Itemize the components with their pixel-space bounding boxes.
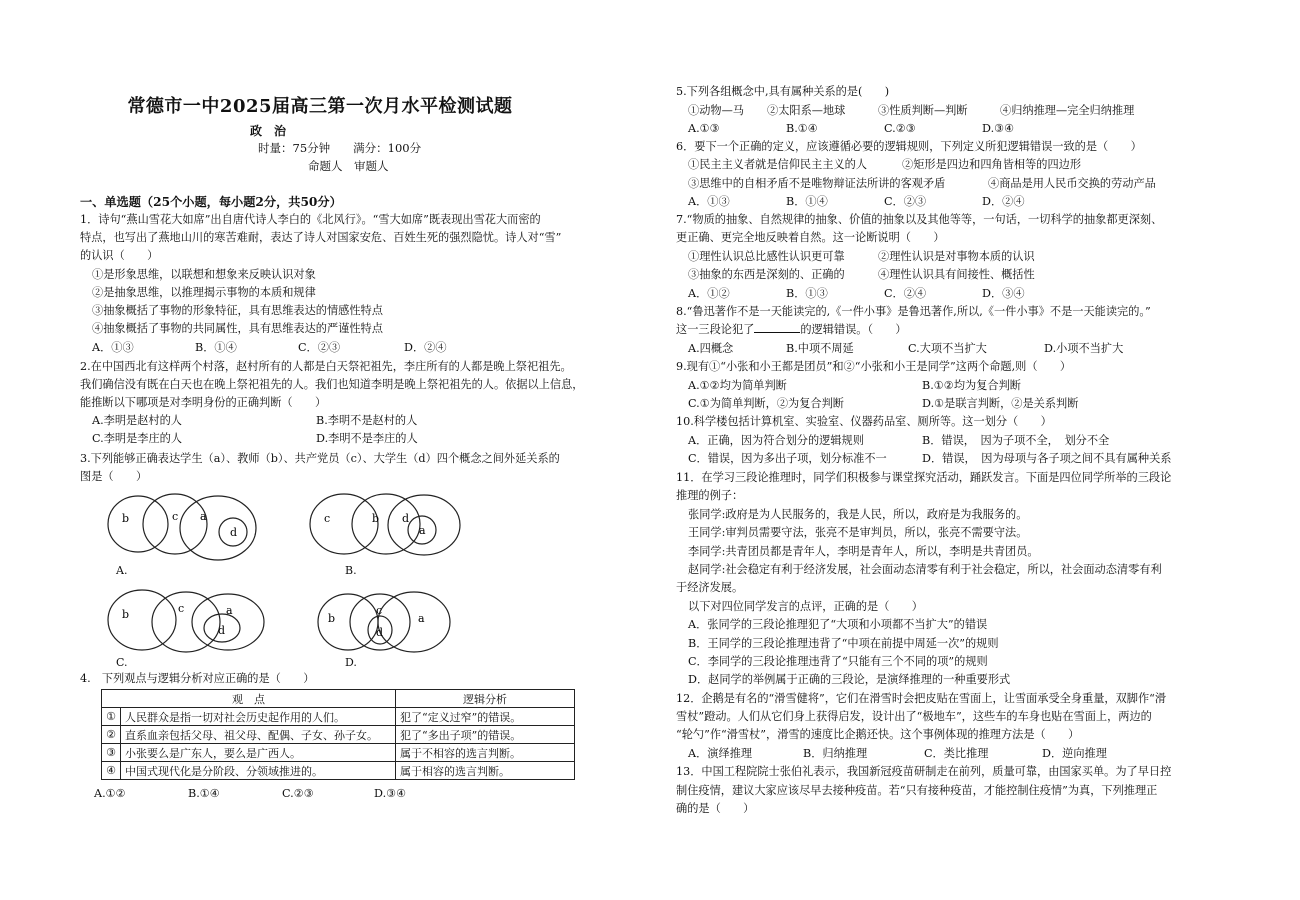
q11-stem-line: 以下对四位同学发言的点评，正确的是（ ） — [688, 600, 923, 613]
q8-stem-text: 这一三段论犯了 — [676, 323, 755, 336]
q7-option-c: C．②④ — [884, 287, 927, 300]
table-cell-analysis: 属于不相容的选言判断。 — [396, 744, 575, 762]
q6-stem-line: 6．要下一个正确的定义，应该遵循必要的逻辑规则，下列定义所犯逻辑错误一致的是（ ） — [676, 140, 1142, 153]
venn-b-letter-c: c — [324, 512, 331, 525]
q8-stem-text: 的逻辑错误。（ ） — [800, 323, 907, 336]
table-cell-num: ④ — [102, 762, 121, 780]
q1-item: ③抽象概括了事物的形象特征，具有思维表达的情感性特点 — [92, 304, 383, 317]
q8-option-a: A.四概念 — [688, 342, 734, 355]
q3-option-c-label: C. — [116, 656, 128, 669]
q1-item: ①是形象思维，以联想和想象来反映认识对象 — [92, 268, 316, 281]
q11-example: 王同学:审判员需要守法，张亮不是审判员，所以，张亮不需要守法。 — [688, 526, 1028, 539]
q3-stem-line: 3.下列能够正确表达学生（a）、教师（b）、共产党员（c）、大学生（d）四个概念之间外延关系的 — [80, 452, 560, 465]
q3-option-a-label: A. — [116, 564, 128, 577]
q11-example: 张同学:政府是为人民服务的，我是人民，所以，政府是为我服务的。 — [688, 508, 1028, 521]
q7-option-d: D．③④ — [982, 287, 1025, 300]
q8-option-c: C.大项不当扩大 — [908, 342, 987, 355]
q5-item: ④归纳推理—完全归纳推理 — [1000, 104, 1135, 117]
table-cell-view: 直系血亲包括父母、祖父母、配偶、子女、孙子女。 — [121, 726, 396, 744]
q5-item: ①动物—马 — [688, 104, 744, 117]
q4-option-d: D.③④ — [374, 787, 407, 800]
q6-option-b: B．①④ — [786, 195, 828, 208]
q7-item: ④理性认识具有间接性、概括性 — [878, 268, 1035, 281]
exam-time-info: 时量：75分钟 满分：100分 — [258, 141, 422, 155]
table-cell-analysis: 犯了“定义过窄”的错误。 — [396, 708, 575, 726]
q7-option-b: B．①③ — [786, 287, 828, 300]
q11-option-c: C．李同学的三段论推理违背了“只能有三个不同的项”的规则 — [688, 655, 988, 668]
table-cell-num: ③ — [102, 744, 121, 762]
q1-item: ④抽象概括了事物的共同属性，具有思维表达的严谨性特点 — [92, 322, 383, 335]
q12-option-d: D．逆向推理 — [1042, 747, 1107, 760]
q11-option-d: D．赵同学的举例属于正确的三段论，是演绎推理的一种重要形式 — [688, 673, 1011, 686]
q10-stem-line: 10.科学楼包括计算机室、实验室、仪器药品室、厕所等。这一划分（ ） — [676, 415, 1052, 428]
q2-stem-line: 能推断以下哪项是对李明身份的正确判断（ ） — [80, 396, 327, 409]
q13-stem-line: 确的是（ ） — [676, 802, 755, 815]
q9-option-d: D.①是联言判断，②是关系判断 — [922, 397, 1079, 410]
q3-option-b-label: B. — [345, 564, 357, 577]
venn-c-letter-a: a — [226, 604, 233, 617]
q12-option-c: C．类比推理 — [924, 747, 989, 760]
venn-d-letter-d: d — [376, 626, 384, 639]
table-cell-analysis: 属于相容的选言判断。 — [396, 762, 575, 780]
venn-d-letter-c: c — [376, 604, 383, 617]
q7-stem-line: 更正确、更完全地反映着自然。这一论断说明（ ） — [676, 231, 945, 244]
table-cell-view: 中国式现代化是分阶段、分领域推进的。 — [121, 762, 396, 780]
q11-example: 于经济发展。 — [676, 581, 744, 594]
q9-option-a: A.①②均为简单判断 — [688, 379, 787, 392]
table-row — [102, 744, 575, 762]
q11-stem-line: 推理的例子： — [676, 489, 744, 502]
q2-option-b: B.李明不是赵村的人 — [316, 414, 418, 427]
venn-diagram-b — [304, 492, 474, 564]
q2-option-a: A.李明是赵村的人 — [92, 414, 182, 427]
q11-example: 李同学:共青团员都是青年人，李明是青年人，所以，李明是共青团员。 — [688, 545, 1039, 558]
q8-option-d: D.小项不当扩大 — [1044, 342, 1124, 355]
venn-diagram-d — [310, 588, 480, 658]
q8-option-b: B.中项不周延 — [786, 342, 854, 355]
table-row — [102, 762, 575, 780]
q1-stem-line: 1．诗句“燕山雪花大如席”出自唐代诗人李白的《北风行》。“雪大如席”既表现出雪花大而密的 — [80, 213, 541, 226]
q4-option-b: B.①④ — [188, 787, 220, 800]
q5-option-a: A.①③ — [688, 122, 720, 135]
venn-a-letter-a: a — [200, 510, 207, 523]
venn-a-letter-d: d — [230, 526, 238, 539]
q12-option-b: B．归纳推理 — [803, 747, 868, 760]
q2-option-d: D.李明不是李庄的人 — [316, 432, 418, 445]
q1-option-a: A．①③ — [92, 341, 134, 354]
venn-diagram-a — [100, 492, 270, 564]
q9-option-b: B.①②均为复合判断 — [922, 379, 1021, 392]
q13-stem-line: 制住疫情，建议大家应该尽早去接种疫苗。若“只有接种疫苗，才能控制住疫情”为真，下列推理正 — [676, 784, 1158, 797]
q5-option-d: D.③④ — [982, 122, 1015, 135]
q9-option-c: C.①为简单判断，②为复合判断 — [688, 397, 844, 410]
q7-item: ②理性认识是对事物本质的认识 — [878, 250, 1035, 263]
q4-option-a: A.①② — [94, 787, 126, 800]
table-row — [102, 726, 575, 744]
table-cell-view: 小张要么是广东人，要么是广西人。 — [121, 744, 396, 762]
table-header-view: 观 点 — [102, 690, 396, 708]
table-cell-analysis: 犯了“多出子项”的错误。 — [396, 726, 575, 744]
table-header-row — [102, 690, 575, 708]
q4-stem-line: 4. 下列观点与逻辑分析对应正确的是（ ） — [80, 672, 315, 685]
q7-item: ③抽象的东西是深刻的、正确的 — [688, 268, 845, 281]
q8-stem-line-2 — [676, 322, 907, 338]
q2-option-c: C.李明是李庄的人 — [92, 432, 183, 445]
q1-option-d: D．②④ — [404, 341, 447, 354]
q10-option-c: C．错误，因为多出子项，划分标准不一 — [688, 452, 887, 465]
q2-stem-line: 2.在中国西北有这样两个村落，赵村所有的人都是白天祭祀祖先，李庄所有的人都是晚上祭祀祖先。 — [80, 360, 572, 373]
q9-stem-line: 9.现有①“小张和小王都是团员”和②“小张和小王是同学”这两个命题,则（ ） — [676, 360, 1072, 373]
q5-stem-line: 5.下列各组概念中,具有属种关系的是( ) — [676, 85, 890, 98]
q5-item: ③性质判断—判断 — [878, 104, 968, 117]
venn-b-letter-d: d — [402, 512, 410, 525]
q6-option-d: D．②④ — [982, 195, 1025, 208]
q1-stem-line: 特点，也写出了燕地山川的寒苦难耐，表达了诗人对国家安危、百姓生死的强烈隐忧。诗人对“雪” — [80, 231, 562, 244]
venn-diagram-c — [100, 588, 270, 658]
q2-stem-line: 我们确信没有既在白天也在晚上祭祀祖先的人。我们也知道李明是晚上祭祀祖先的人。依据以上信息， — [80, 378, 584, 391]
q11-example: 赵同学:社会稳定有利于经济发展，社会面动态清零有利于社会稳定，所以，社会面动态清零有利 — [688, 563, 1162, 576]
q3-option-d-label: D. — [345, 656, 357, 669]
q11-stem-line: 11．在学习三段论推理时，同学们积极参与课堂探究活动，踊跃发言。下面是四位同学所举的三段论 — [676, 471, 1172, 484]
exam-title: 常德市一中2025届高三第一次月水平检测试题 — [127, 96, 513, 117]
venn-d-letter-a: a — [418, 612, 425, 625]
q4-logic-table — [101, 689, 575, 780]
q11-option-a: A．张同学的三段论推理犯了“大项和小项都不当扩大”的错误 — [688, 618, 988, 631]
q5-item: ②太阳系—地球 — [767, 104, 846, 117]
q6-option-c: C．②③ — [884, 195, 927, 208]
q1-stem-line: 的认识（ ） — [80, 249, 159, 262]
q12-stem-line: 12．企鹅是有名的“滑雪健将”，它们在滑雪时会把皮贴在雪面上，让雪面承受全身重量，双脚作“滑 — [676, 692, 1167, 705]
table-row — [102, 708, 575, 726]
table-cell-num: ② — [102, 726, 121, 744]
table-cell-view: 人民群众是指一切对社会历史起作用的人们。 — [121, 708, 396, 726]
q6-item: ③思维中的自相矛盾不是唯物辩证法所讲的客观矛盾 — [688, 177, 946, 190]
q12-stem-line: 雪杖”蹬动。人们从它们身上获得启发，设计出了“极地车”，这些车的车身也贴在雪面上，两边的 — [676, 710, 1152, 723]
q10-option-a: A．正确，因为符合划分的逻辑规则 — [688, 434, 864, 447]
venn-b-letter-b: b — [372, 512, 380, 525]
q6-item: ②矩形是四边和四角皆相等的四边形 — [902, 158, 1082, 171]
venn-c-letter-c: c — [178, 602, 185, 615]
venn-b-letter-a: a — [419, 524, 426, 537]
q7-item: ①理性认识总比感性认识更可靠 — [688, 250, 845, 263]
section-heading-single-choice: 一、单选题（25个小题，每小题2分，共50分） — [80, 195, 342, 209]
q3-stem-line: 图是（ ） — [80, 470, 148, 483]
venn-c-letter-b: b — [122, 608, 130, 621]
q6-item: ①民主主义者就是信仰民主主义的人 — [688, 158, 868, 171]
venn-a-letter-c: c — [172, 510, 179, 523]
q1-option-b: B．①④ — [195, 341, 237, 354]
q7-stem-line: 7.“物质的抽象、自然规律的抽象、价值的抽象以及其他等等，一句话，一切科学的抽象都更深刻、 — [676, 213, 1163, 226]
table-cell-num: ① — [102, 708, 121, 726]
q5-option-c: C.②③ — [884, 122, 916, 135]
venn-a-letter-b: b — [122, 512, 130, 525]
q7-option-a: A．①② — [688, 287, 730, 300]
venn-d-letter-b: b — [328, 612, 336, 625]
q6-option-a: A．①③ — [688, 195, 730, 208]
q11-option-b: B．王同学的三段论推理违背了“中项在前提中周延一次”的规则 — [688, 637, 999, 650]
q13-stem-line: 13．中国工程院院士张伯礼表示，我国新冠疫苗研制走在前列，质量可靠，由国家买单。为了早日控 — [676, 765, 1172, 778]
q12-option-a: A．演绎推理 — [688, 747, 753, 760]
q8-answer-blank — [754, 322, 800, 333]
q10-option-b: B．错误， 因为子项不全， 划分不全 — [922, 434, 1110, 447]
table-header-analysis: 逻辑分析 — [396, 690, 575, 708]
q4-option-c: C.②③ — [282, 787, 314, 800]
exam-subject: 政 治 — [250, 124, 287, 138]
q8-stem-line: 8.“鲁迅著作不是一天能读完的,《一件小事》是鲁迅著作,所以,《一件小事》不是一天能读完的。” — [676, 305, 1151, 318]
q6-item: ④商品是用人民币交换的劳动产品 — [988, 177, 1156, 190]
q5-option-b: B.①④ — [786, 122, 818, 135]
q1-option-c: C．②③ — [298, 341, 341, 354]
exam-authors: 命题人 审题人 — [308, 159, 389, 173]
q1-item: ②是抽象思维，以推理揭示事物的本质和规律 — [92, 286, 316, 299]
q12-stem-line: “轮勺”作“滑雪杖”，滑雪的速度比企鹅还快。这个事例体现的推理方法是（ ） — [676, 728, 1080, 741]
q10-option-d: D．错误， 因为母项与各子项之间不具有属种关系 — [922, 452, 1172, 465]
venn-c-letter-d: d — [218, 624, 226, 637]
